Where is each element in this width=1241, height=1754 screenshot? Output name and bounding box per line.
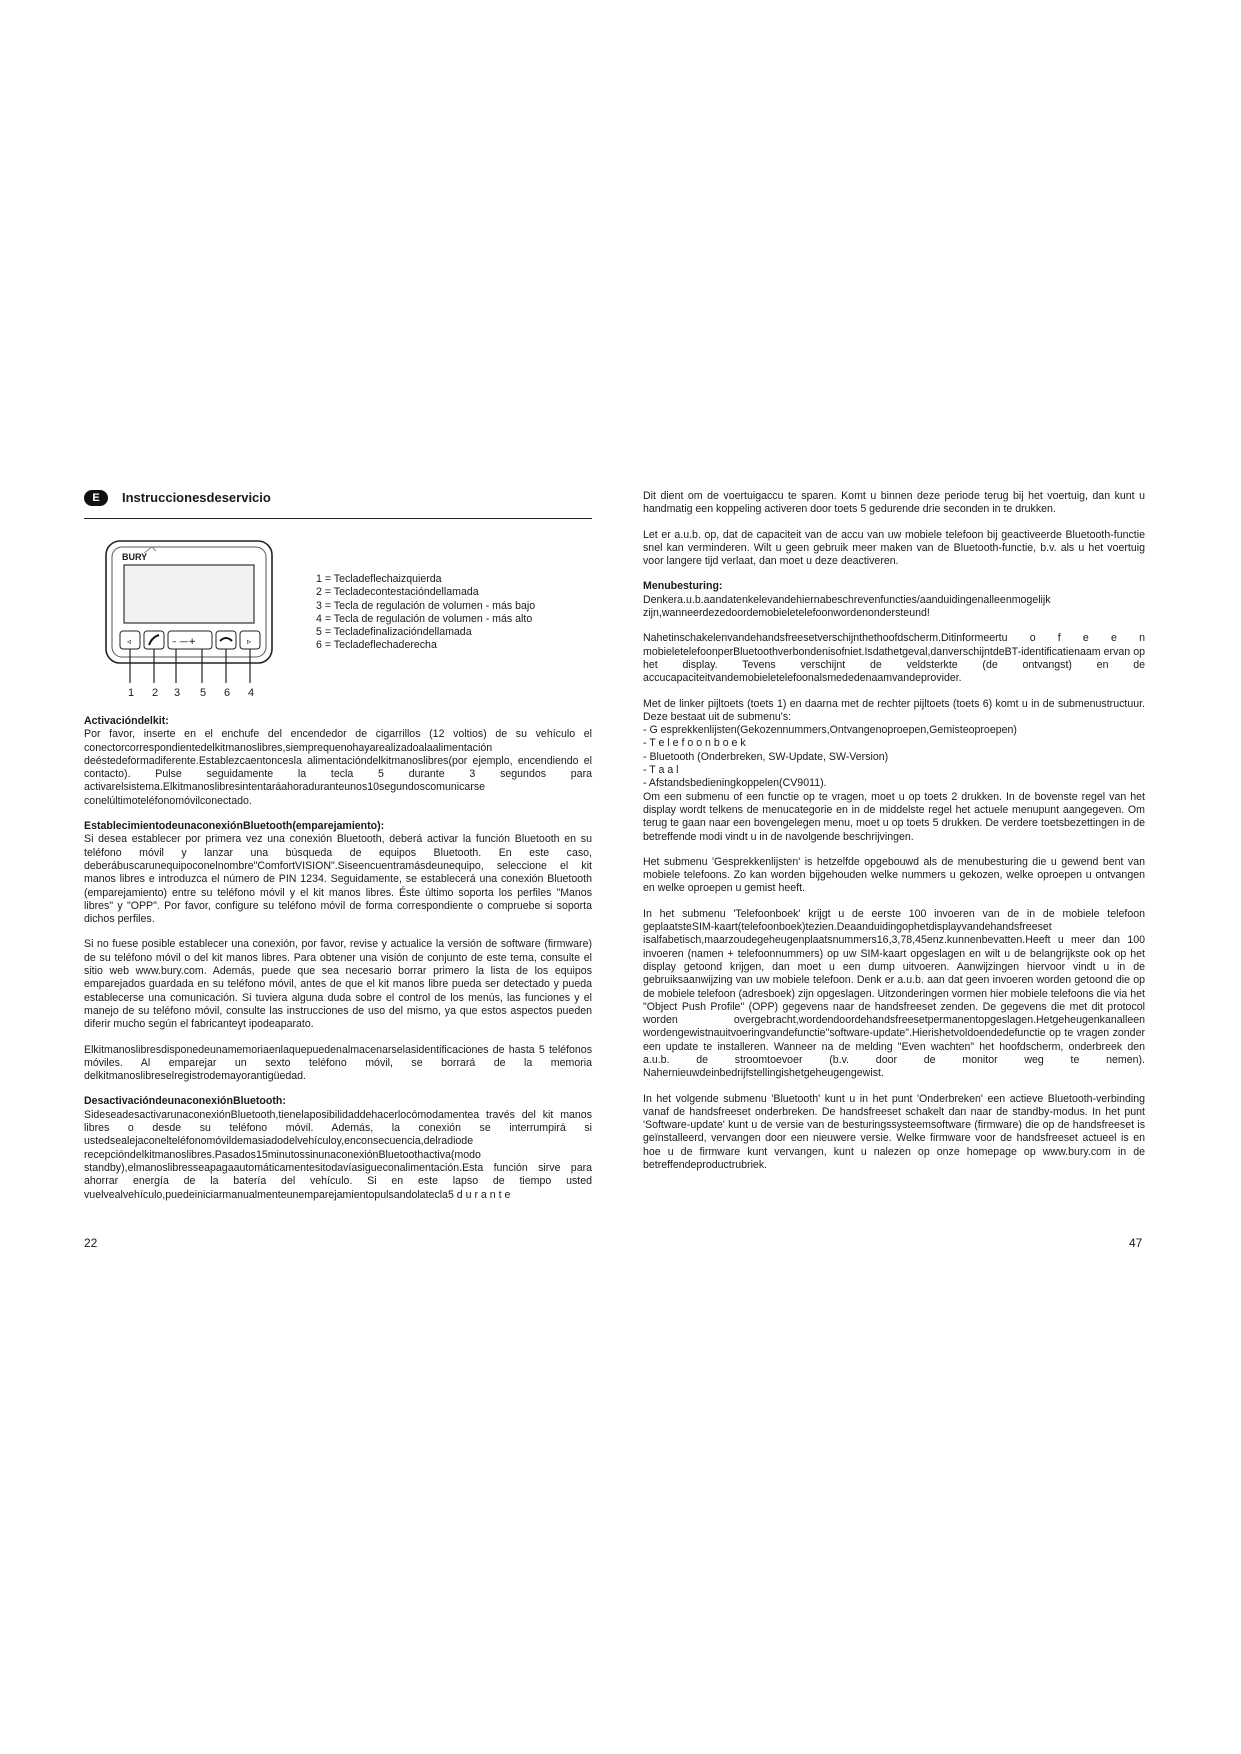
left-column bbox=[84, 490, 592, 1202]
section-header bbox=[84, 490, 592, 519]
firmware-paragraph: Si no fuese posible establecer una conexión, por favor, revise y actualice la versión de software (firmware) de su teléfono móvil o del kit manos libres. Para obtener una visión de conjunto de este tema, consulte el sitio web www.bury.com. Además, puede que sea necesario borrar primero la lista de los equipos emparejados guardada en su teléfono móvil, antes de que el kit manos libre pueda ser detectado y pueda establecerse una comunicación. Si tuviera alguna duda sobre el control de los menús, las funciones y el manejo de su teléfono móvil, consulte las instrucciones de uso del mismo, ya que estos aspectos pueden diferir mucho según el fabricanteyt ipodeaparato. bbox=[84, 938, 592, 1031]
bluetooth-submenu-paragraph: In het volgende submenu 'Bluetooth' kunt u in het punt 'Onderbreken' een actieve Bluetooth-verbinding vanaf de handsfreeset onderbreken. De handsfreeset schakelt dan naar de standby-modus. In het punt 'Software-update' kunt u de versie van de besturingssysteemsoftware (firmware) die op de handsfreeset is geïnstalleerd, vervangen door een nieuwere versie. Welke firmware voor de handsfreeset actueel is en hoe u de firmware kunt vervangen, kunt u nalezen op onze homepage op www.bury.com in de betreffendeproductrubriek. bbox=[643, 1092, 1145, 1172]
deactivation-heading: DesactivacióndeunaconexiónBluetooth: bbox=[84, 1095, 286, 1108]
device-brand-label: BURY bbox=[122, 552, 148, 562]
legend-item: 1 = Tecladeflechaizquierda bbox=[316, 573, 442, 585]
deactivation-paragraph: SideseadesactivarunaconexiónBluetooth,tienelaposibilidaddehacerlocómodamentea través del kit manos libres o desde su teléfono móvil. Además, la conexión se interrumpirá si ustedsealejaconelteléfonomóvildemasiadodelvehículoy,enconsecuencia,delradiode recepcióndelkitmanoslibres.Pasados15minutossinunaconexiónBluetoothactiva(modo standby),elmanoslibresseapagaautomáticamentesitodavíasigueconalimentación.Esta función sirve para ahorrar energía de la batería del vehículo. Si en este lapso de tiempo usted vuelvealvehículo,puedeiniciarmanualmenteunemparejamientopulsandolatecla5 d u r a n t e bbox=[84, 1108, 592, 1201]
page-title: Instruccionesdeservicio bbox=[122, 490, 271, 505]
legend-item: 4 = Tecla de regulación de volumen - más alto bbox=[316, 612, 533, 625]
legend-item: 3 = Tecla de regulación de volumen - más bajo bbox=[316, 599, 536, 612]
battery-paragraph: Let er a.u.b. op, dat de capaciteit van de accu van uw mobiele telefoon bij geactiveerde Bluetooth-functie snel kan verminderen. Wilt u geen gebruik meer maken van de Bluetooth-functie, b.v. als u het voertuig voor langere tijd verlaat, dan moet u deze deactiveren. bbox=[643, 528, 1145, 568]
menu-heading: Menubesturing: bbox=[643, 580, 723, 593]
submenu-item: - T a a l bbox=[643, 764, 679, 777]
intro-paragraph: Dit dient om de voertuigaccu te sparen. Komt u binnen deze periode terug bij het voertuig, dan kunt u handmatig een koppeling activeren door toets 5 gedurende drie seconden in te drukken. bbox=[643, 490, 1145, 516]
submenu-list bbox=[643, 724, 1145, 790]
calllist-paragraph: Het submenu 'Gesprekkenlijsten' is hetzelfde opgebouwd als de menubesturing die u gewend bent van mobiele telefoons. Zo kan worden bijgehouden welke nummers u gekozen, welke oproepen u ontvangen en welke oproepen u gemist heeft. bbox=[643, 855, 1145, 895]
bluetooth-pairing-paragraph: Si desea establecer por primera vez una conexión Bluetooth, deberá activar la función Bluetooth en su teléfono móvil y lanzar una búsqueda de equipos Bluetooth. En este caso, deberábuscarunequipoconelnombre"ComfortVISION".Siseencuentramásdeunequipo, seleccione el kit manos libres e introduzca el número de PIN 1234. Seguidamente, se establecerá una conexión Bluetooth (emparejamiento) entre su teléfono móvil y el kit manos libres. Éste último soporta los perfiles "Manos libres" y "OPP". Por favor, configure su teléfono móvil de forma correspondiente o compruebe si soporta dichos perfiles. bbox=[84, 833, 592, 926]
page-number-left: 22 bbox=[84, 1236, 98, 1250]
device-illustration-row bbox=[84, 537, 592, 705]
bluetooth-pairing-heading: EstablecimientodeunaconexiónBluetooth(emparejamiento): bbox=[84, 820, 385, 833]
svg-text:◃: ◃ bbox=[127, 637, 132, 646]
svg-text:▹: ▹ bbox=[247, 637, 252, 646]
key-number: 2 bbox=[152, 687, 159, 699]
key-number: 3 bbox=[174, 687, 181, 699]
svg-text:– —+: – —+ bbox=[172, 637, 196, 647]
key-number: 4 bbox=[248, 687, 255, 699]
memory-paragraph: Elkitmanoslibresdisponedeunamemoriaenlaquepuedenalmacenarselasidentificaciones de hasta 5 teléfonos móviles. Al emparejar un sexto teléfono móvil, se borrará de la memoria delkitmanoslibreselregistrodemayorantigüedad. bbox=[84, 1043, 592, 1083]
phonebook-paragraph: In het submenu 'Telefoonboek' krijgt u de eerste 100 invoeren van de in de mobiele telefoon geplaatsteSIM-kaart(telefoonboek)tezien.Deaanduidingophetdisplayvandehandsfreeset isalfabetisch,maarzoudegeheugenplaatsnummers16,3,78,45enz.kunnenbevatten.Heeft u meer dan 100 invoeren (namen + telefoonnummers) op uw SIM-kaart opgeslagen en wilt u de belangrijkste ook op het display getoond krijgen, dan moet u een dump uitvoeren. Aanwijzingen hiervoor vindt u in de gebruiksaanwijzing van uw mobiele telefoon. Denk er a.u.b. aan dat geen invoeren worden getoond die op de mobiele telefoon (adresboek) zijn opgeslagen. Uitzonderingen vormen hier mobiele telefoons die via het "Object Push Profile" (OPP) gegevens naar de handsfreeset zenden. De gegevens die met dit protocol worden overgebracht,wordendoordehandsfreesetpermanentopgeslagen.Hetgeheugenkanalleen wordengewistnauitvoeringvandefunctie"software-update".Hierishetvoldoendedefunctie op te vragen zonder een update te installeren. Wanneer na de melding "Even wachten" het hoofdscherm, onderbreek den a.u.b. de stroomtoevoer (b.v. door de monitor weg te nemen). Nahernieuwdeinbedrijfstellingishetgeheugengewist. bbox=[643, 907, 1145, 1080]
submenu-item: - G esprekkenlijsten(Gekozennummers,Ontvangenoproepen,Gemisteoproepen) bbox=[643, 724, 1017, 737]
page-number-right: 47 bbox=[1129, 1236, 1143, 1250]
activation-paragraph: Por favor, inserte en el enchufe del encendedor de cigarrillos (12 voltios) de su vehículo el conectorcorrespondientedelkitmanoslibres,siemprequenohayarealizadoalaalimentación deéstedeformadiferente.Establezcaentoncesla alimentacióndelkitmanoslibres(por ejemplo, encendiendo el contacto). Pulse seguidamente la tecla 5 durante 3 segundos para activarelsistema.Elkitmanoslibresintentaráahoraduranteunos10segundoscomunicarse conelúltimoteléfonomóvilconectado. bbox=[84, 728, 592, 807]
legend-item: 5 = Tecladefinalizacióndellamada bbox=[316, 626, 472, 639]
submenu-paragraph: Om een submenu of een functie op te vragen, moet u op toets 2 drukken. In de bovenste regel van het display wordt telkens de menucategorie en in de middelste regel het actuele menupunt aangegeven. Om terug te gaan naar een bovengelegen menu, moet u op toets 5 drukken. De verdere toetsbezettingen in de betreffende modi vindt u in de navolgende beschrijvingen. bbox=[643, 790, 1145, 843]
right-column bbox=[643, 490, 1145, 1172]
key-number: 6 bbox=[224, 687, 231, 699]
key-number: 5 bbox=[200, 687, 207, 699]
key-legend bbox=[316, 573, 535, 653]
submenu-item: - Afstandsbedieningkoppelen(CV9011). bbox=[643, 777, 827, 790]
startup-paragraph: Nahetinschakelenvandehandsfreesetverschijnthethoofdscherm.Ditinformeertu o f e e n mobieletelefoonperBluetoothverbondenisofniet.Isdathetgeval,danverschijntdeBT-identificatienaam ervan op het display. Tevens verschijnt de veldsterkte (de ontvangst) en de accucapaciteitvandemobieletelefoonalsmededenaamvandeprovider. bbox=[643, 632, 1145, 685]
submenu-item: - Bluetooth (Onderbreken, SW-Update, SW-Version) bbox=[643, 750, 889, 763]
language-badge: E bbox=[84, 490, 108, 506]
submenu-item: - T e l e f o o n b o e k bbox=[643, 737, 746, 750]
key-number: 1 bbox=[128, 687, 135, 699]
menu-paragraph: Denkera.u.b.aandatenkelevandehiernabeschrevenfuncties/aanduidingenalleenmogelijk zijn,wanneerdezedoordemobieletelefoonwordenondersteund! bbox=[643, 593, 1051, 620]
activation-heading: Activacióndelkit: bbox=[84, 715, 169, 727]
legend-item: 6 = Tecladeflechaderecha bbox=[316, 639, 437, 652]
legend-item: 2 = Tecladecontestacióndellamada bbox=[316, 586, 479, 599]
submenu-intro: Met de linker pijltoets (toets 1) en daarna met de rechter pijltoets (toets 6) komt u in de submenustructuur. Deze bestaat uit de submenu's: bbox=[643, 697, 1145, 723]
